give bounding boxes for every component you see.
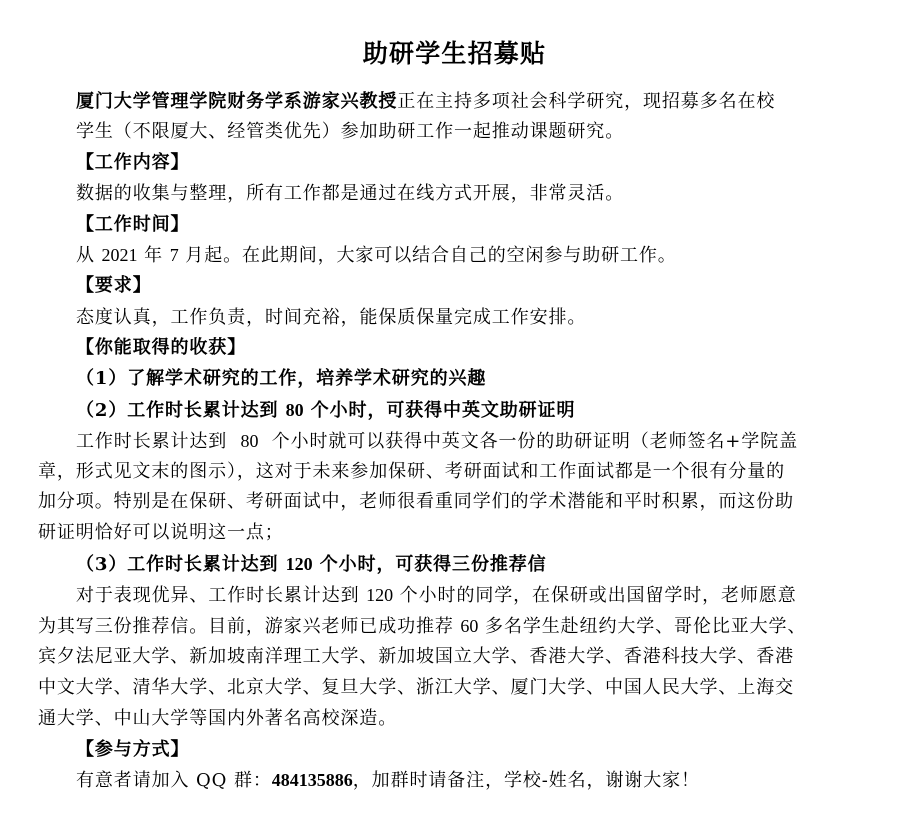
intro-line-1-rest: 正在主持多项社会科学研究，现招募多名在校 bbox=[397, 91, 776, 112]
work-content-text: 数据的收集与整理，所有工作都是通过在线方式开展，非常灵活。 bbox=[76, 183, 625, 204]
para2-l1-pre: 工作时长累计达到 bbox=[76, 431, 241, 452]
para3-l2-count: 60 bbox=[460, 616, 479, 636]
intro-line-2: 学生（不限厦大、经管类优先）参加助研工作一起推动课题研究。 bbox=[76, 121, 625, 142]
participation-pre: 有意者请加入 QQ 群： bbox=[76, 770, 272, 791]
benefit-3-para-line-2 bbox=[38, 614, 806, 639]
benefit-item-3 bbox=[76, 552, 547, 577]
benefit-item-3-post: 个小时，可获得三份推荐信 bbox=[312, 554, 547, 575]
benefit-item-2-hours: 80 bbox=[285, 400, 304, 420]
intro-line-1 bbox=[76, 90, 775, 114]
heading-work-time: 【工作时间】 bbox=[76, 214, 190, 235]
work-time-month: 7 bbox=[169, 245, 179, 265]
benefit-2-para-line-3: 加分项。特别是在保研、考研面试中，老师很看重同学们的学术潜能和平时积累，而这份助 bbox=[38, 491, 794, 512]
work-time-mid: 年 bbox=[137, 245, 170, 266]
para3-l1-pre: 对于表现优异、工作时长累计达到 bbox=[76, 585, 367, 606]
benefit-item-3-pre: （3）工作时长累计达到 bbox=[76, 554, 286, 575]
benefit-item-2 bbox=[76, 398, 575, 423]
benefit-2-para-line-1 bbox=[76, 429, 798, 454]
participation-text bbox=[76, 768, 700, 793]
benefit-3-para-line-5: 通大学、中山大学等国内外著名高校深造。 bbox=[38, 708, 398, 729]
heading-work-content: 【工作内容】 bbox=[76, 152, 190, 173]
benefit-item-2-post: 个小时，可获得中英文助研证明 bbox=[303, 400, 576, 421]
work-time-pre: 从 bbox=[76, 245, 102, 266]
participation-post: ，加群时请备注，学校-姓名，谢谢大家！ bbox=[352, 770, 700, 791]
qq-group-number: 484135886 bbox=[271, 770, 353, 790]
requirements-text: 态度认真，工作负责，时间充裕，能保质保量完成工作安排。 bbox=[76, 307, 587, 328]
para2-l1-hours: 80 bbox=[240, 431, 259, 451]
para3-l1-post: 个小时的同学，在保研或出国留学时，老师愿意 bbox=[393, 585, 797, 606]
work-time-year: 2021 bbox=[101, 245, 138, 265]
benefit-3-para-line-3: 宾夕法尼亚大学、新加坡南洋理工大学、新加坡国立大学、香港大学、香港科技大学、香港 bbox=[38, 646, 794, 667]
benefit-item-2-pre: （2）工作时长累计达到 bbox=[76, 400, 286, 421]
para3-l1-hours: 120 bbox=[366, 585, 394, 605]
para3-l2-pre: 为其写三份推荐信。目前，游家兴老师已成功推荐 bbox=[38, 616, 461, 637]
benefit-2-para-line-2: 章，形式见文末的图示），这对于未来参加保研、考研面试和工作面试都是一个很有分量的 bbox=[38, 461, 785, 482]
work-time-post: 月起。在此期间，大家可以结合自己的空闲参与助研工作。 bbox=[178, 245, 677, 266]
work-time-text bbox=[76, 243, 677, 268]
benefit-3-para-line-1 bbox=[76, 583, 797, 608]
benefit-item-1: （1）了解学术研究的工作，培养学术研究的兴趣 bbox=[76, 368, 487, 389]
benefit-2-para-line-4: 研证明恰好可以说明这一点； bbox=[38, 522, 284, 543]
heading-participation: 【参与方式】 bbox=[76, 739, 190, 760]
para3-l2-post: 多名学生赴纽约大学、哥伦比亚大学、 bbox=[478, 616, 807, 637]
para2-l1-post: 个小时就可以获得中英文各一份的助研证明（老师签名+学院盖 bbox=[258, 431, 798, 452]
professor-name: 厦门大学管理学院财务学系游家兴教授 bbox=[76, 91, 398, 112]
benefit-item-3-hours: 120 bbox=[285, 554, 313, 574]
benefit-3-para-line-4: 中文大学、清华大学、北京大学、复旦大学、浙江大学、厦门大学、中国人民大学、上海交 bbox=[38, 677, 794, 698]
page-title: 助研学生招募贴 bbox=[362, 39, 547, 68]
heading-benefits: 【你能取得的收获】 bbox=[76, 337, 247, 358]
heading-requirements: 【要求】 bbox=[76, 275, 152, 296]
